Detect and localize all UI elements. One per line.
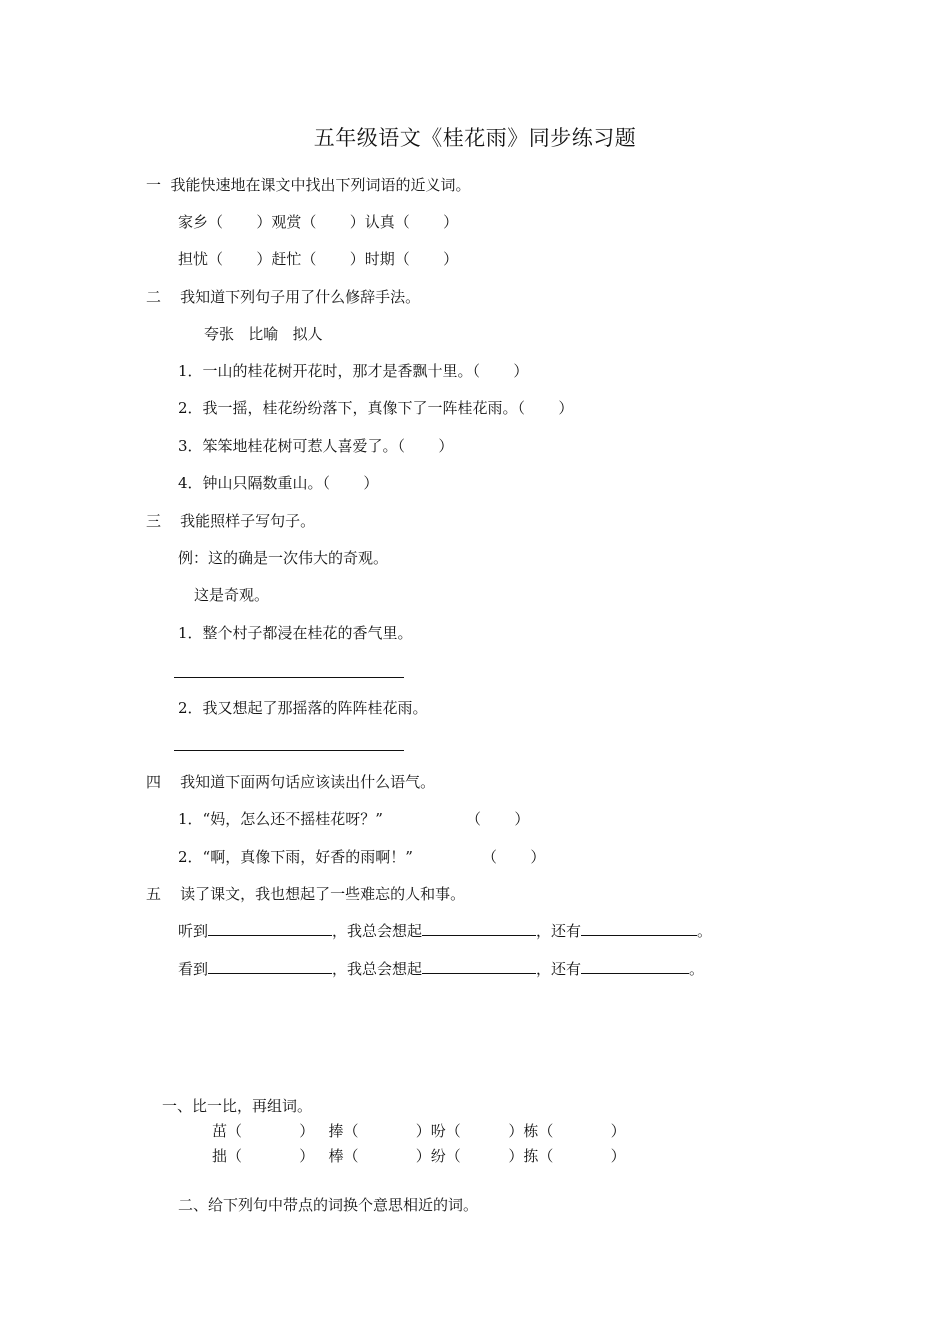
part-2-heading-2: 二、给下列句中带点的词换个意思相近的词。 <box>178 1196 479 1214</box>
part-2-row-2: 拙（ ） 棒（ ）纷（ ）拣（ ） <box>212 1147 626 1165</box>
row-1-blank-2[interactable] <box>422 921 536 936</box>
section-3-question-1: 1．整个村子都浸在桂花的香气里。 <box>178 624 413 642</box>
row-1-text-c: ，还有 <box>536 922 582 940</box>
section-4-heading: 四 我知道下面两句话应该读出什么语气。 <box>146 773 436 791</box>
section-3-example-answer: 这是奇观。 <box>194 586 270 604</box>
row-2-text-d: 。 <box>689 960 705 978</box>
row-1-text-b: ，我总会想起 <box>332 922 423 940</box>
row-2-blank-1[interactable] <box>208 959 332 974</box>
section-1-row-2: 担忧（ ）赶忙（ ）时期（ ） <box>178 250 459 268</box>
page-title: 五年级语文《桂花雨》同步练习题 <box>313 126 637 150</box>
row-1-text-a: 听到 <box>178 922 209 940</box>
row-1-text-d: 。 <box>697 922 713 940</box>
row-2-blank-2[interactable] <box>422 959 536 974</box>
section-5-heading: 五 读了课文，我也想起了一些难忘的人和事。 <box>146 885 466 903</box>
section-3-heading: 三 我能照样子写句子。 <box>146 512 316 530</box>
part-2-row-1: 茁（ ） 捧（ ）吩（ ）栋（ ） <box>212 1122 626 1140</box>
section-4-paren-2: （ ） <box>482 848 546 866</box>
row-2-blank-3[interactable] <box>581 959 689 974</box>
row-2-text-c: ，还有 <box>536 960 582 978</box>
row-2-text-b: ，我总会想起 <box>332 960 423 978</box>
row-1-blank-1[interactable] <box>208 921 332 936</box>
section-1-heading: 一 我能快速地在课文中找出下列词语的近义词。 <box>146 176 471 194</box>
section-2-options: 夸张 比喻 拟人 <box>204 325 323 343</box>
row-2-text-a: 看到 <box>178 960 209 978</box>
section-3-question-2: 2．我又想起了那摇落的阵阵桂花雨。 <box>178 699 428 717</box>
answer-line-1[interactable] <box>174 677 404 678</box>
part-2-heading-1: 一、比一比，再组词。 <box>162 1097 313 1115</box>
section-1-row-1: 家乡（ ）观赏（ ）认真（ ） <box>178 213 459 231</box>
section-4-question-2: 2．“啊，真像下雨，好香的雨啊！” <box>178 848 413 866</box>
section-5-row-2 <box>178 958 704 980</box>
section-4-question-1: 1．“妈，怎么还不摇桂花呀？” <box>178 810 383 828</box>
section-2-question-2: 2．我一摇，桂花纷纷落下，真像下了一阵桂花雨。（ ） <box>178 399 574 417</box>
section-2-question-3: 3．笨笨地桂花树可惹人喜爱了。（ ） <box>178 437 454 455</box>
section-2-question-1: 1．一山的桂花树开花时，那才是香飘十里。（ ） <box>178 362 529 380</box>
section-5-row-1 <box>178 920 712 942</box>
answer-line-2[interactable] <box>174 750 404 751</box>
section-2-question-4: 4．钟山只隔数重山。（ ） <box>178 474 379 492</box>
section-3-example: 例：这的确是一次伟大的奇观。 <box>178 549 389 567</box>
section-2-heading: 二 我知道下列句子用了什么修辞手法。 <box>146 288 421 306</box>
row-1-blank-3[interactable] <box>581 921 697 936</box>
section-4-paren-1: （ ） <box>466 810 530 828</box>
